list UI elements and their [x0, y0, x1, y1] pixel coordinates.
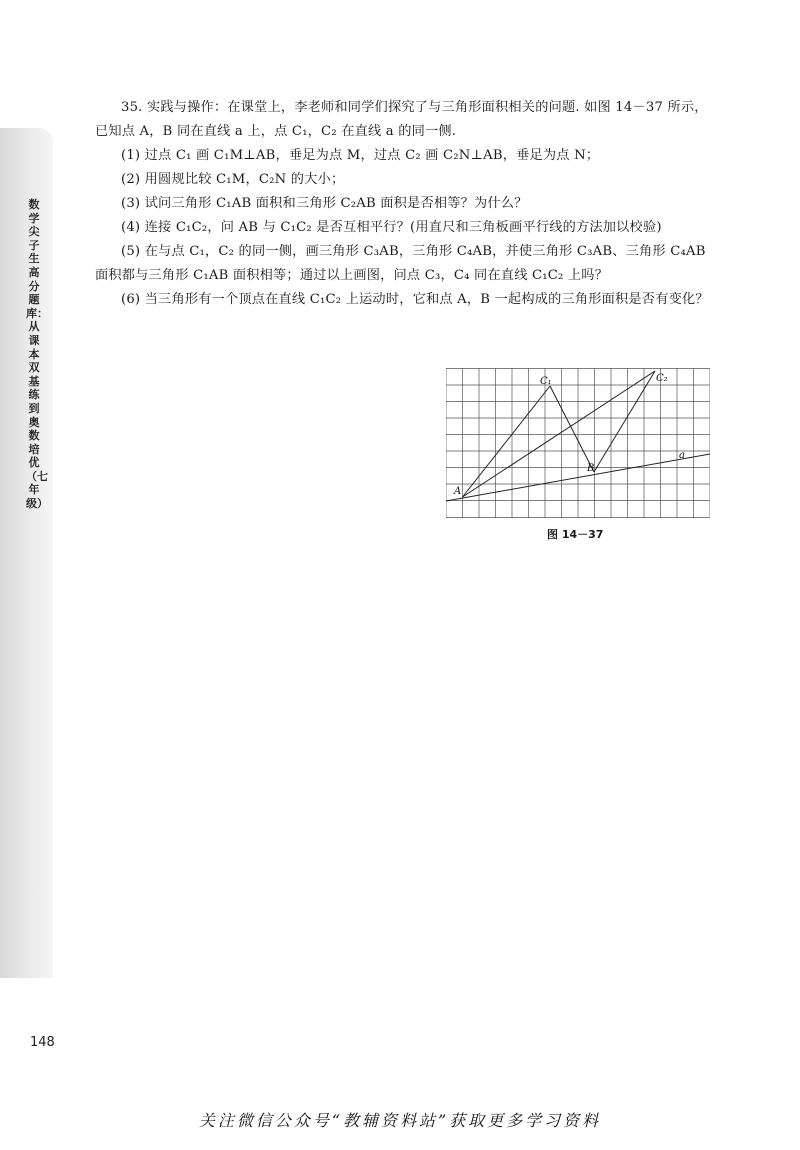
label-A: A: [454, 486, 462, 497]
label-C2: C₂: [656, 373, 668, 384]
grid-diagram: [446, 368, 710, 518]
figure-caption: 图 14－37: [547, 528, 604, 541]
segment-a-c1: [463, 386, 551, 497]
label-B: B: [587, 463, 595, 474]
segment-c1-b: [550, 386, 594, 472]
problem-item-3: (3) 试问三角形 C₁AB 面积和三角形 C₂AB 面积是否相等？为什么？: [121, 196, 528, 211]
problem-content: [95, 96, 715, 312]
problem-item-6: (6) 当三角形有一个顶点在直线 C₁C₂ 上运动时，它和点 A，B 一起构成的三角形面积是否有变化？: [121, 292, 709, 307]
problem-item-5: (5) 在与点 C₁，C₂ 的同一侧，画三角形 C₃AB，三角形 C₄AB，并使三角形 C₃AB、三角形 C₄AB 面积都与三角形 C₁AB 面积相等；通过以上画图，问点 C₃，C₄ 同在直线 C₁C₂ 上吗？: [95, 244, 706, 283]
footer-note: 关注微信公众号“教辅资料站”获取更多学习资料: [198, 1111, 602, 1130]
label-a: a: [679, 450, 685, 461]
book-series-title: 数学尖子生高分题库：从课本双基练到奥数培优（七年级）: [26, 198, 48, 511]
segment-c2-b: [594, 371, 655, 472]
segment-a-c2: [463, 371, 656, 497]
problem-item-4: (4) 连接 C₁C₂，问 AB 与 C₁C₂ 是否互相平行？(用直尺和三角板画平行线的方法加以校验): [121, 220, 662, 235]
problem-item-2: (2) 用圆规比较 C₁M，C₂N 的大小；: [121, 172, 345, 187]
grid-lines: [446, 368, 710, 518]
problem-item-1: (1) 过点 C₁ 画 C₁M⊥AB，垂足为点 M，过点 C₂ 画 C₂N⊥AB，垂足为点 N；: [121, 148, 600, 163]
problem-intro: 35. 实践与操作：在课堂上，李老师和同学们探究了与三角形面积相关的问题. 如图 14－37 所示，已知点 A，B 同在直线 a 上，点 C₁，C₂ 在直线 a 的同一侧.: [95, 100, 708, 139]
page-number: 148: [30, 1035, 55, 1050]
label-C1: C₁: [540, 376, 552, 387]
geometry-figure: [446, 368, 710, 518]
